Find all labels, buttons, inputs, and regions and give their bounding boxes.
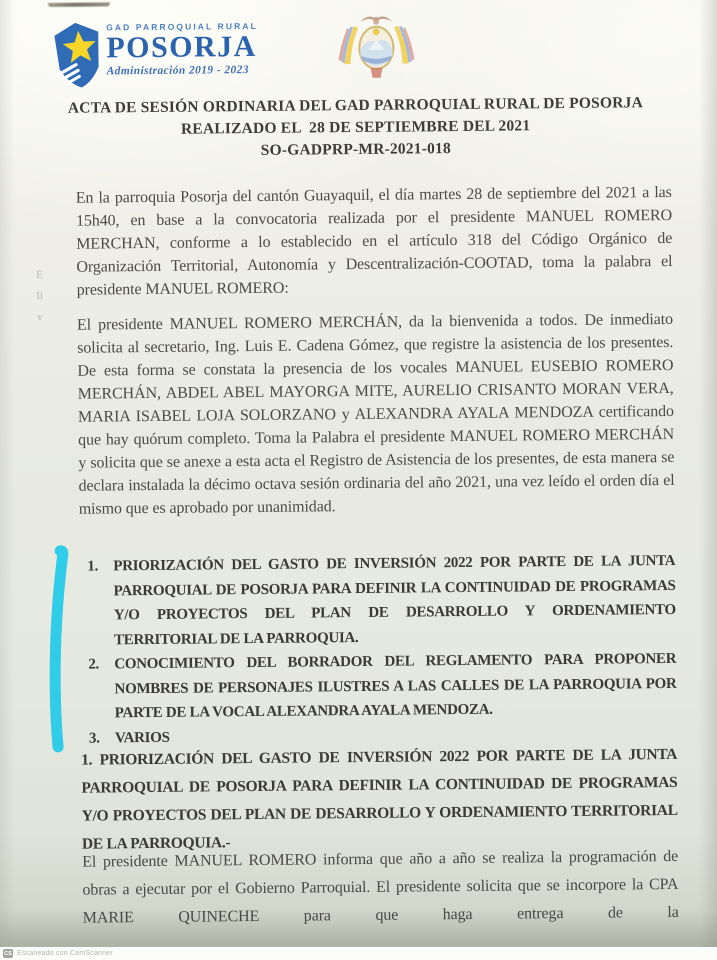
ecuador-coat-of-arms-icon xyxy=(334,11,419,84)
margin-mark: Ii xyxy=(36,290,44,303)
posorja-logo-text xyxy=(106,21,265,78)
agenda-item-text: PRIORIZACIÓN DEL GASTO DE INVERSIÓN 2022 POR PARTE DE LA JUNTA PARROQUIAL DE POSORJA PARA DEFINIR LA CONTINUIDAD DE PROGRAMAS Y/O PROYECTOS DEL PLAN DE DESARROLLO Y ORDENAMIENTO TERRITORIAL DE LA PARROQUIA. xyxy=(113,552,676,648)
agenda-item-number: 1. xyxy=(87,558,99,575)
section-1-paragraph: El presidente MANUEL ROMERO informa que año a año se realiza la programación de obras a ejecutar por el Gobierno Parroquial. El presidente solicita que se incorpore la CPA MARIE QUINECHE para que haga entrega de la xyxy=(82,847,679,927)
logo-org-small: GAD PARROQUIAL RURAL xyxy=(106,20,258,33)
cyan-highlighter-mark xyxy=(41,543,77,757)
logo-org-name: POSORJA xyxy=(106,29,258,65)
margin-mark: v xyxy=(37,311,43,324)
posorja-logo xyxy=(54,13,265,95)
scan-margin-marks xyxy=(26,265,53,328)
agenda-item-text: VARIOS xyxy=(114,729,170,746)
logo-admin-label: Administración 2019 - 2023 xyxy=(106,64,249,78)
section-1-heading: 1. PRIORIZACIÓN DEL GASTO DE INVERSIÓN 2022 POR PARTE DE LA JUNTA PARROQUIAL DE POSORJA PARA DEFINIR LA CONTINUIDAD DE PROGRAMAS Y/O PROYECTOS DEL PLAN DE DESARROLLO Y ORDENAMIENTO TERRITORIAL DE LA PARROQUIA.- xyxy=(81,745,678,853)
agenda-item-text: CONOCIMIENTO DEL BORRADOR DEL REGLAMENTO PARA PROPONER NOMBRES DE PERSONAJES ILUSTRES A LAS CALLES DE LA PARROQUIA POR PARTE DE LA VOCAL ALEXANDRA AYALA MENDOZA. xyxy=(114,650,677,722)
agenda-item-number: 3. xyxy=(88,729,100,747)
margin-mark: E xyxy=(36,269,43,282)
posorja-shield-icon xyxy=(51,19,106,93)
title-line-1: ACTA DE SESIÓN ORDINARIA DEL GAD PARROQUIAL RURAL DE POSORJA xyxy=(67,94,644,117)
agenda-list xyxy=(87,549,677,751)
title-line-2: REALIZADO EL 28 DE SEPTIEMBRE DEL 2021 xyxy=(180,117,531,138)
attendance-paragraph: El presidente MANUEL ROMERO MERCHÁN, da la bienvenida a todos. De inmediato solicita al secretario, Ing. Luis E. Cadena Gómez, que registre la asistencia de los presentes. De esta forma se constata la presencia de los vocales MANUEL EUSEBIO ROMERO MERCHÁN, ABDEL ABEL MAYORGA MITE, AURELIO CRISANTO MORAN VERA, MARIA ISABEL LOJA SOLORZANO y ALEXANDRA AYALA MENDOZA certificando que hay quórum completo. Toma la Palabra el presidente MANUEL ROMERO MERCHÁN y solicita que se anexe a esta acta el Registro de Asistencia de los presentes, de esta manera se declara instalada la décimo octava sesión ordinaria del año 2021, una vez leído el orden día el mismo que es aprobado por unanimidad. xyxy=(76,310,675,518)
agenda-item-2 xyxy=(88,647,677,726)
document-title xyxy=(0,92,714,165)
title-line-3: SO-GADPRP-MR-2021-018 xyxy=(260,140,451,159)
camscanner-text: Escaneado con CamScanner xyxy=(17,950,113,957)
scan-smudge-top xyxy=(48,2,110,7)
camscanner-icon: CS xyxy=(4,950,12,957)
intro-paragraph: En la parroquia Posorja del cantón Guayaquil, el día martes 28 de septiembre del 2021 a las 15h40, en base a la convocatoria realizada por el presidente MANUEL ROMERO MERCHAN, conforme a lo establecido en el artículo 318 del Código Orgánico de Organización Territorial, Autonomía y Descentralización-COOTAD, toma la palabra el presidente MANUEL ROMERO: xyxy=(75,183,673,299)
agenda-item-number: 2. xyxy=(88,656,100,673)
agenda-item-1 xyxy=(87,549,676,653)
camscanner-watermark xyxy=(0,947,717,960)
